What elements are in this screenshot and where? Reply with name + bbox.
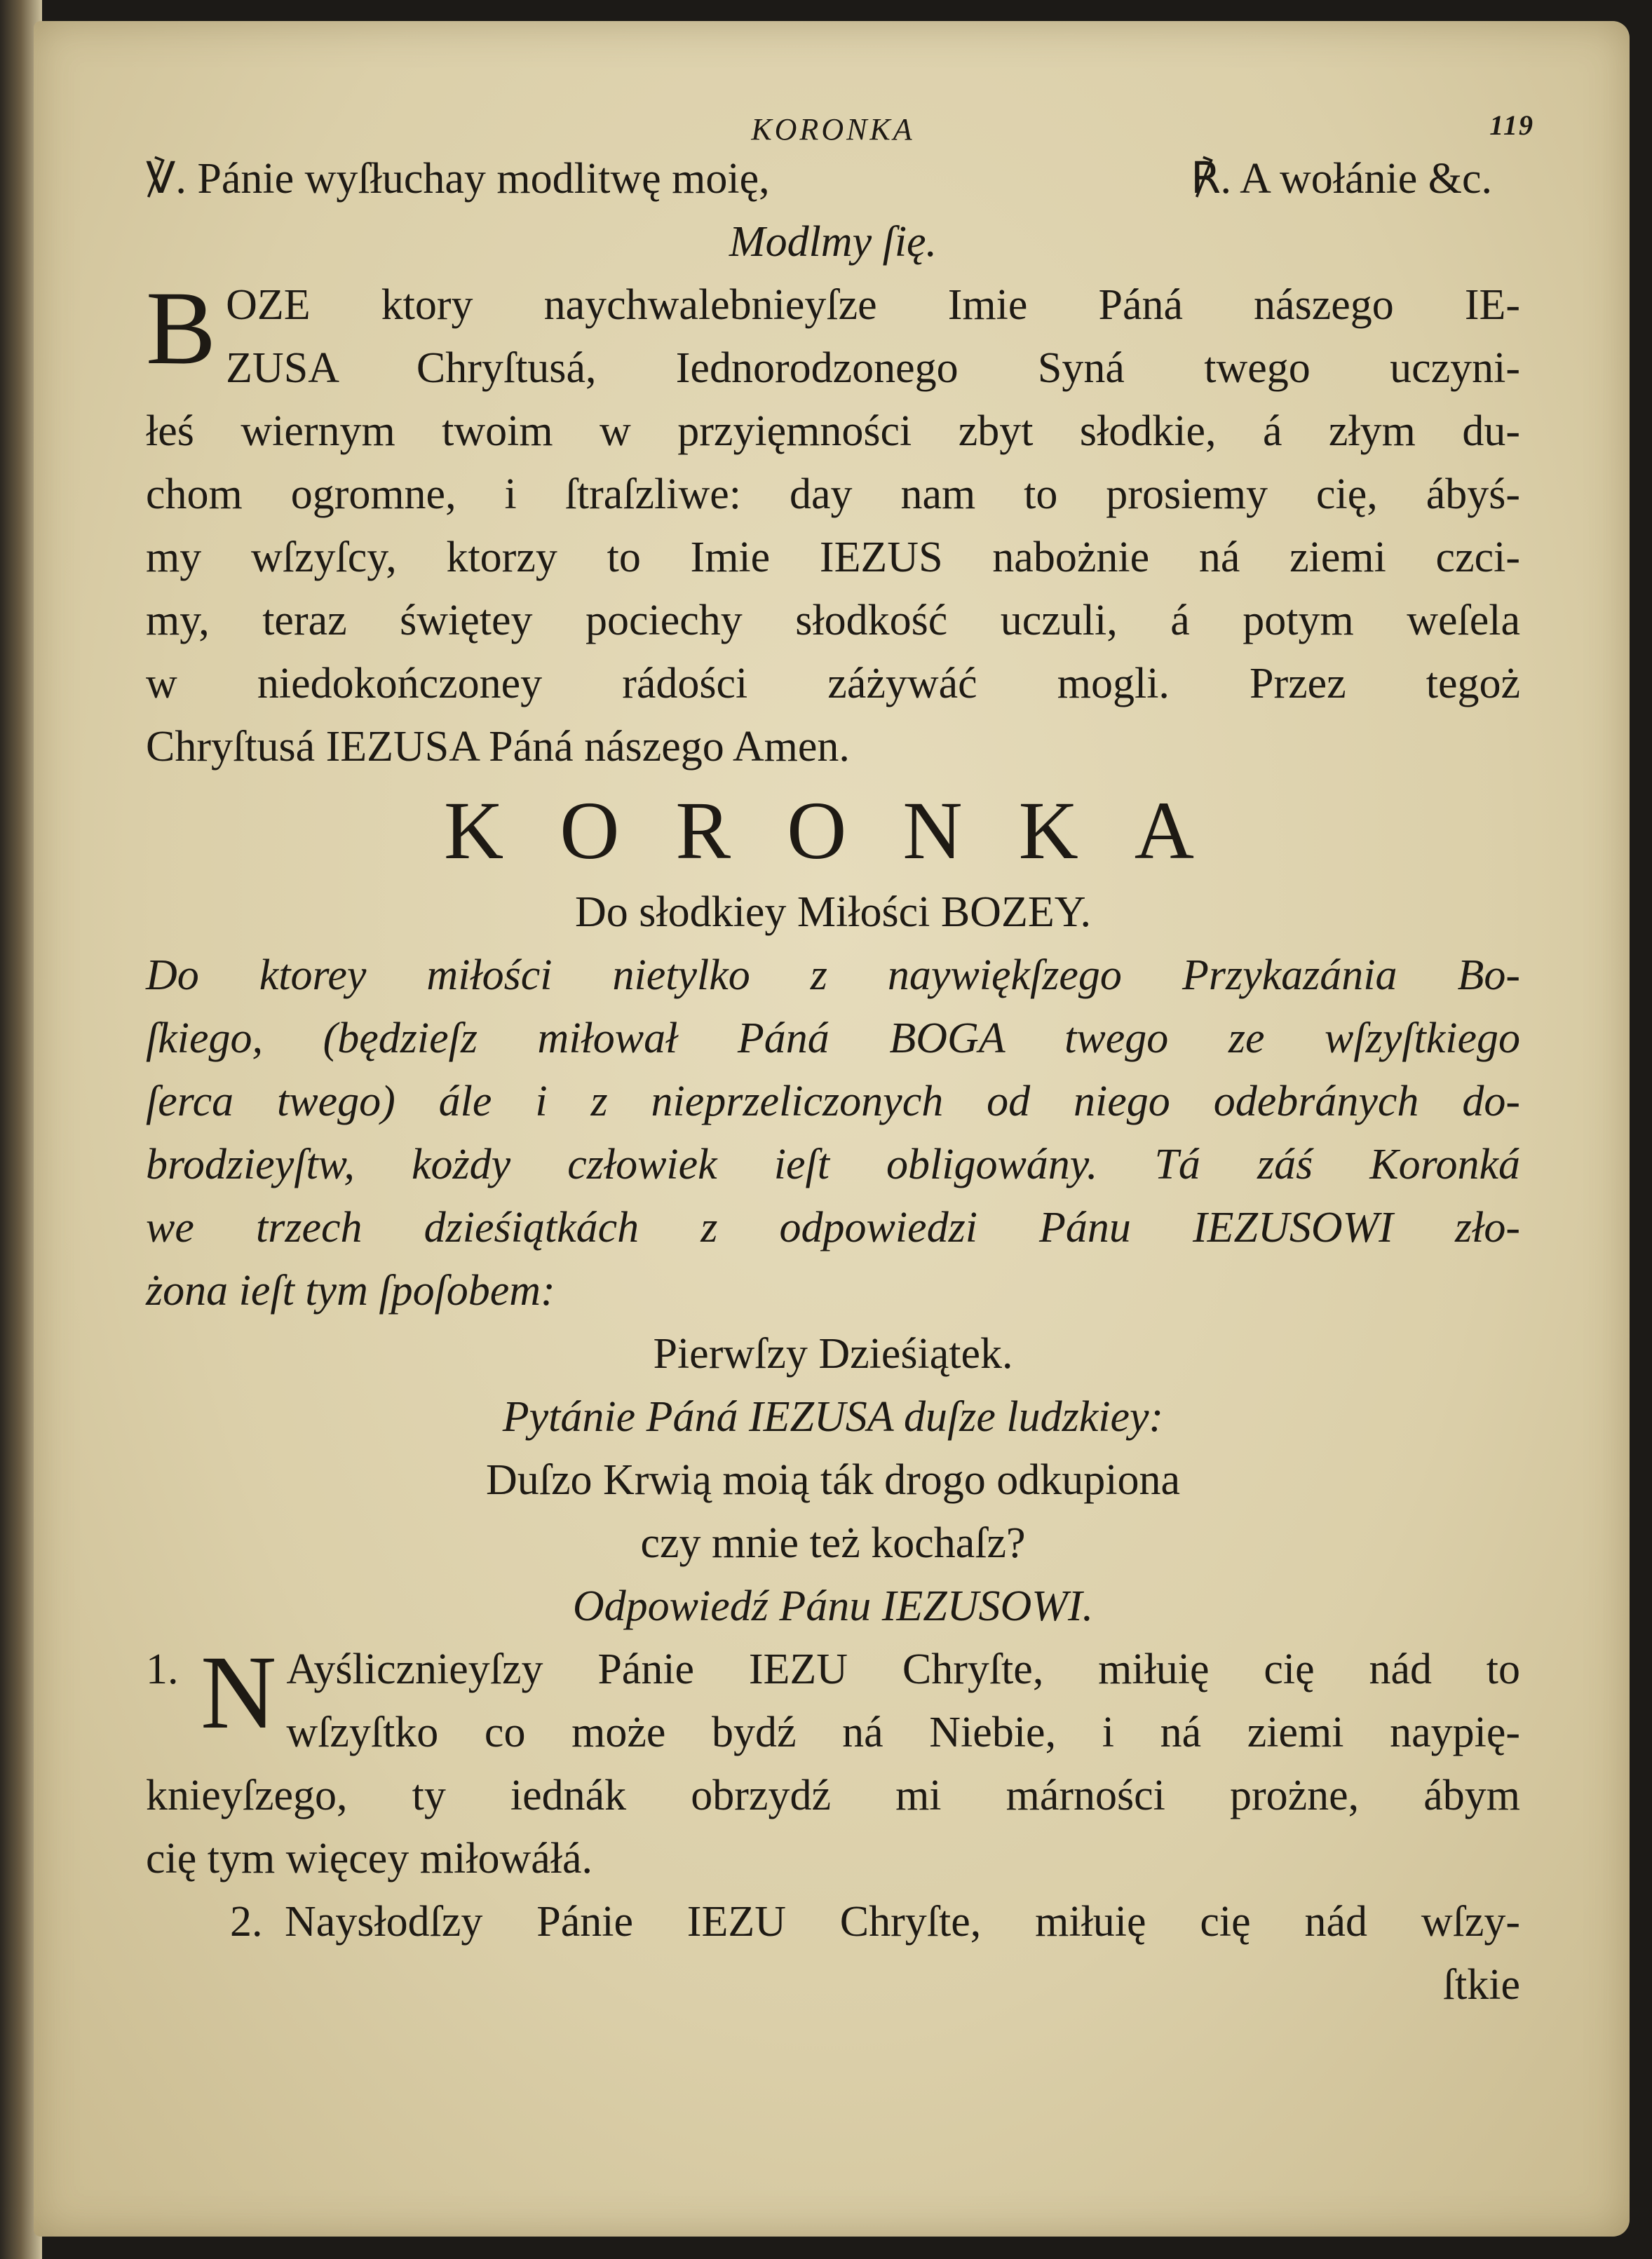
answer-1-paragraph bbox=[146, 1638, 1520, 1890]
prayer-paragraph bbox=[146, 273, 1520, 778]
intro-paragraph bbox=[146, 944, 1520, 1322]
prayer-line: chom ogromne, i ſtraſzliwe: day nam to prosiemy cię, ábyś- bbox=[146, 470, 1520, 518]
answer-2-number: 2. bbox=[230, 1898, 263, 1946]
intro-line: ſerca twego) ále i z nieprzeliczonych od niego odebránych do- bbox=[146, 1078, 1520, 1125]
answer-1-line: cię tym więcey miłowáłá. bbox=[146, 1835, 593, 1882]
prayer-line: łeś wiernym twoim w przyięmności zbyt słodkie, á złym du- bbox=[146, 407, 1520, 455]
intro-line: żona ieſt tym ſpoſobem: bbox=[146, 1267, 555, 1315]
versicle-left: ℣. Pánie wyſłuchay modlitwę moię, bbox=[146, 155, 770, 203]
answer-2-line bbox=[146, 1890, 1520, 1953]
intro-line: ſkiego, (będzieſz miłował Páná BOGA twego ze wſzyſtkiego bbox=[146, 1015, 1520, 1062]
section-heading: Pierwſzy Dzieśiątek. bbox=[653, 1330, 1013, 1378]
answer-1-number: 1. bbox=[146, 1646, 179, 1693]
prayer-line: my wſzyſcy, ktorzy to Imie IEZUS nabożnie ná ziemi czci- bbox=[146, 534, 1520, 581]
prayer-line: w niedokończoney rádości záżywáć mogli. Przez tegoż bbox=[146, 660, 1520, 707]
koronka-subtitle: Do słodkiey Miłości BOZEY. bbox=[575, 888, 1091, 936]
answer-1-line: knieyſzego, ty iednák obrzydź mi márności prożne, ábym bbox=[146, 1772, 1520, 1819]
prayer-heading: Modlmy ſię. bbox=[729, 218, 937, 266]
koronka-title: KORONKA bbox=[444, 785, 1250, 876]
versicle-right: ℟. A wołánie &c. bbox=[1191, 155, 1492, 203]
prayer-line: Chryſtusá IEZUSA Páná nászego Amen. bbox=[146, 723, 850, 771]
intro-line: we trzech dzieśiątkách z odpowiedzi Pánu IEZUSOWI zło- bbox=[146, 1204, 1520, 1251]
running-title: KORONKA bbox=[751, 112, 915, 147]
answer-heading: Odpowiedź Pánu IEZUSOWI. bbox=[572, 1582, 1094, 1630]
page-number: 119 bbox=[1489, 109, 1534, 141]
catchword: ſtkie bbox=[1442, 1961, 1520, 2009]
answer-1-line: Ayślicznieyſzy Pánie IEZU Chryſte, miłuię cię nád to bbox=[286, 1646, 1520, 1693]
intro-line: Do ktorey miłości nietylko z naywiękſzego Przykazánia Bo- bbox=[146, 951, 1520, 999]
answer-2-text: Naysłodſzy Pánie IEZU Chryſte, miłuię cię nád wſzy- bbox=[285, 1898, 1520, 1946]
prayer-line: ZUSA Chryſtusá, Iednorodzonego Syná twego uczyni- bbox=[226, 344, 1520, 392]
page-text bbox=[146, 98, 1534, 2016]
answer-1-drop-cap: N bbox=[201, 1638, 277, 1751]
page-header bbox=[146, 98, 1534, 147]
intro-line: brodzieyſtw, kożdy człowiek ieſt obligowány. Tá záś Koronká bbox=[146, 1141, 1520, 1188]
prayer-drop-cap: B bbox=[146, 273, 217, 386]
prayer-line: OZE ktory naychwalebnieyſze Imie Páná nászego IE- bbox=[226, 281, 1520, 329]
question-heading: Pytánie Páná IEZUSA duſze ludzkiey: bbox=[502, 1393, 1164, 1441]
question-line: Duſzo Krwią moią ták drogo odkupiona bbox=[485, 1456, 1181, 1504]
book-page bbox=[34, 21, 1630, 2237]
answer-1-line: wſzyſtko co może bydź ná Niebie, i ná ziemi naypię- bbox=[286, 1709, 1520, 1756]
question-line: czy mnie też kochaſz? bbox=[640, 1519, 1026, 1567]
prayer-line: my, teraz świętey pociechy słodkość uczuli, á potym weſela bbox=[146, 597, 1520, 644]
